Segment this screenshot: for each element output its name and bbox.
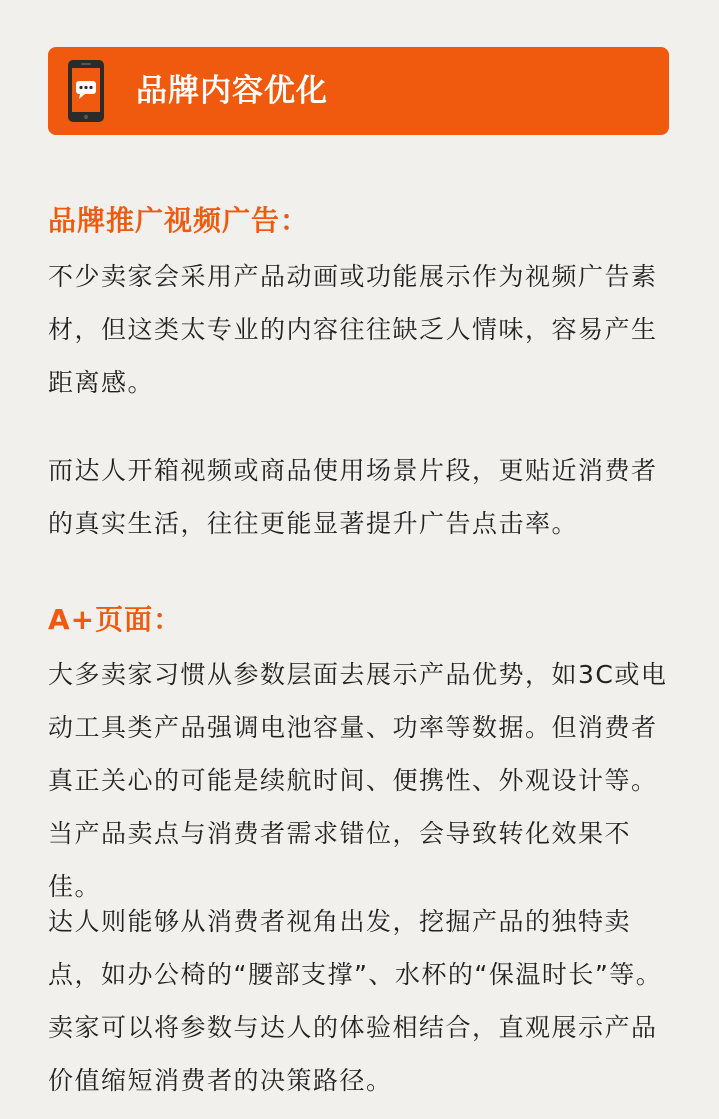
paragraph-video-ads-1: 不少卖家会采用产品动画或功能展示作为视频广告素材，但这类太专业的内容往往缺乏人情味，容易产生距离感。	[48, 262, 658, 397]
paragraph-video-ads-2: 而达人开箱视频或商品使用场景片段，更贴近消费者的真实生活，往往更能显著提升广告点击率。	[48, 456, 658, 538]
section-title-a-plus: A+页面：	[48, 603, 183, 636]
section-title-video-ads: 品牌推广视频广告：	[48, 204, 310, 237]
page-title: 品牌内容优化	[136, 73, 328, 109]
paragraph-a-plus-1: 大多卖家习惯从参数层面去展示产品优势，如3C或电动工具类产品强调电池容量、功率等数据。但消费者真正关心的可能是续航时间、便携性、外观设计等。当产品卖点与消费者需求错位，会导致转化效果不佳。	[48, 660, 668, 901]
phone-chat-icon	[67, 59, 105, 123]
header-banner	[48, 47, 669, 135]
paragraph-a-plus-2: 达人则能够从消费者视角出发，挖掘产品的独特卖点，如办公椅的“腰部支撑”、水杯的“保温时长”等。卖家可以将参数与达人的体验相结合，直观展示产品价值缩短消费者的决策路径。	[48, 907, 663, 1095]
